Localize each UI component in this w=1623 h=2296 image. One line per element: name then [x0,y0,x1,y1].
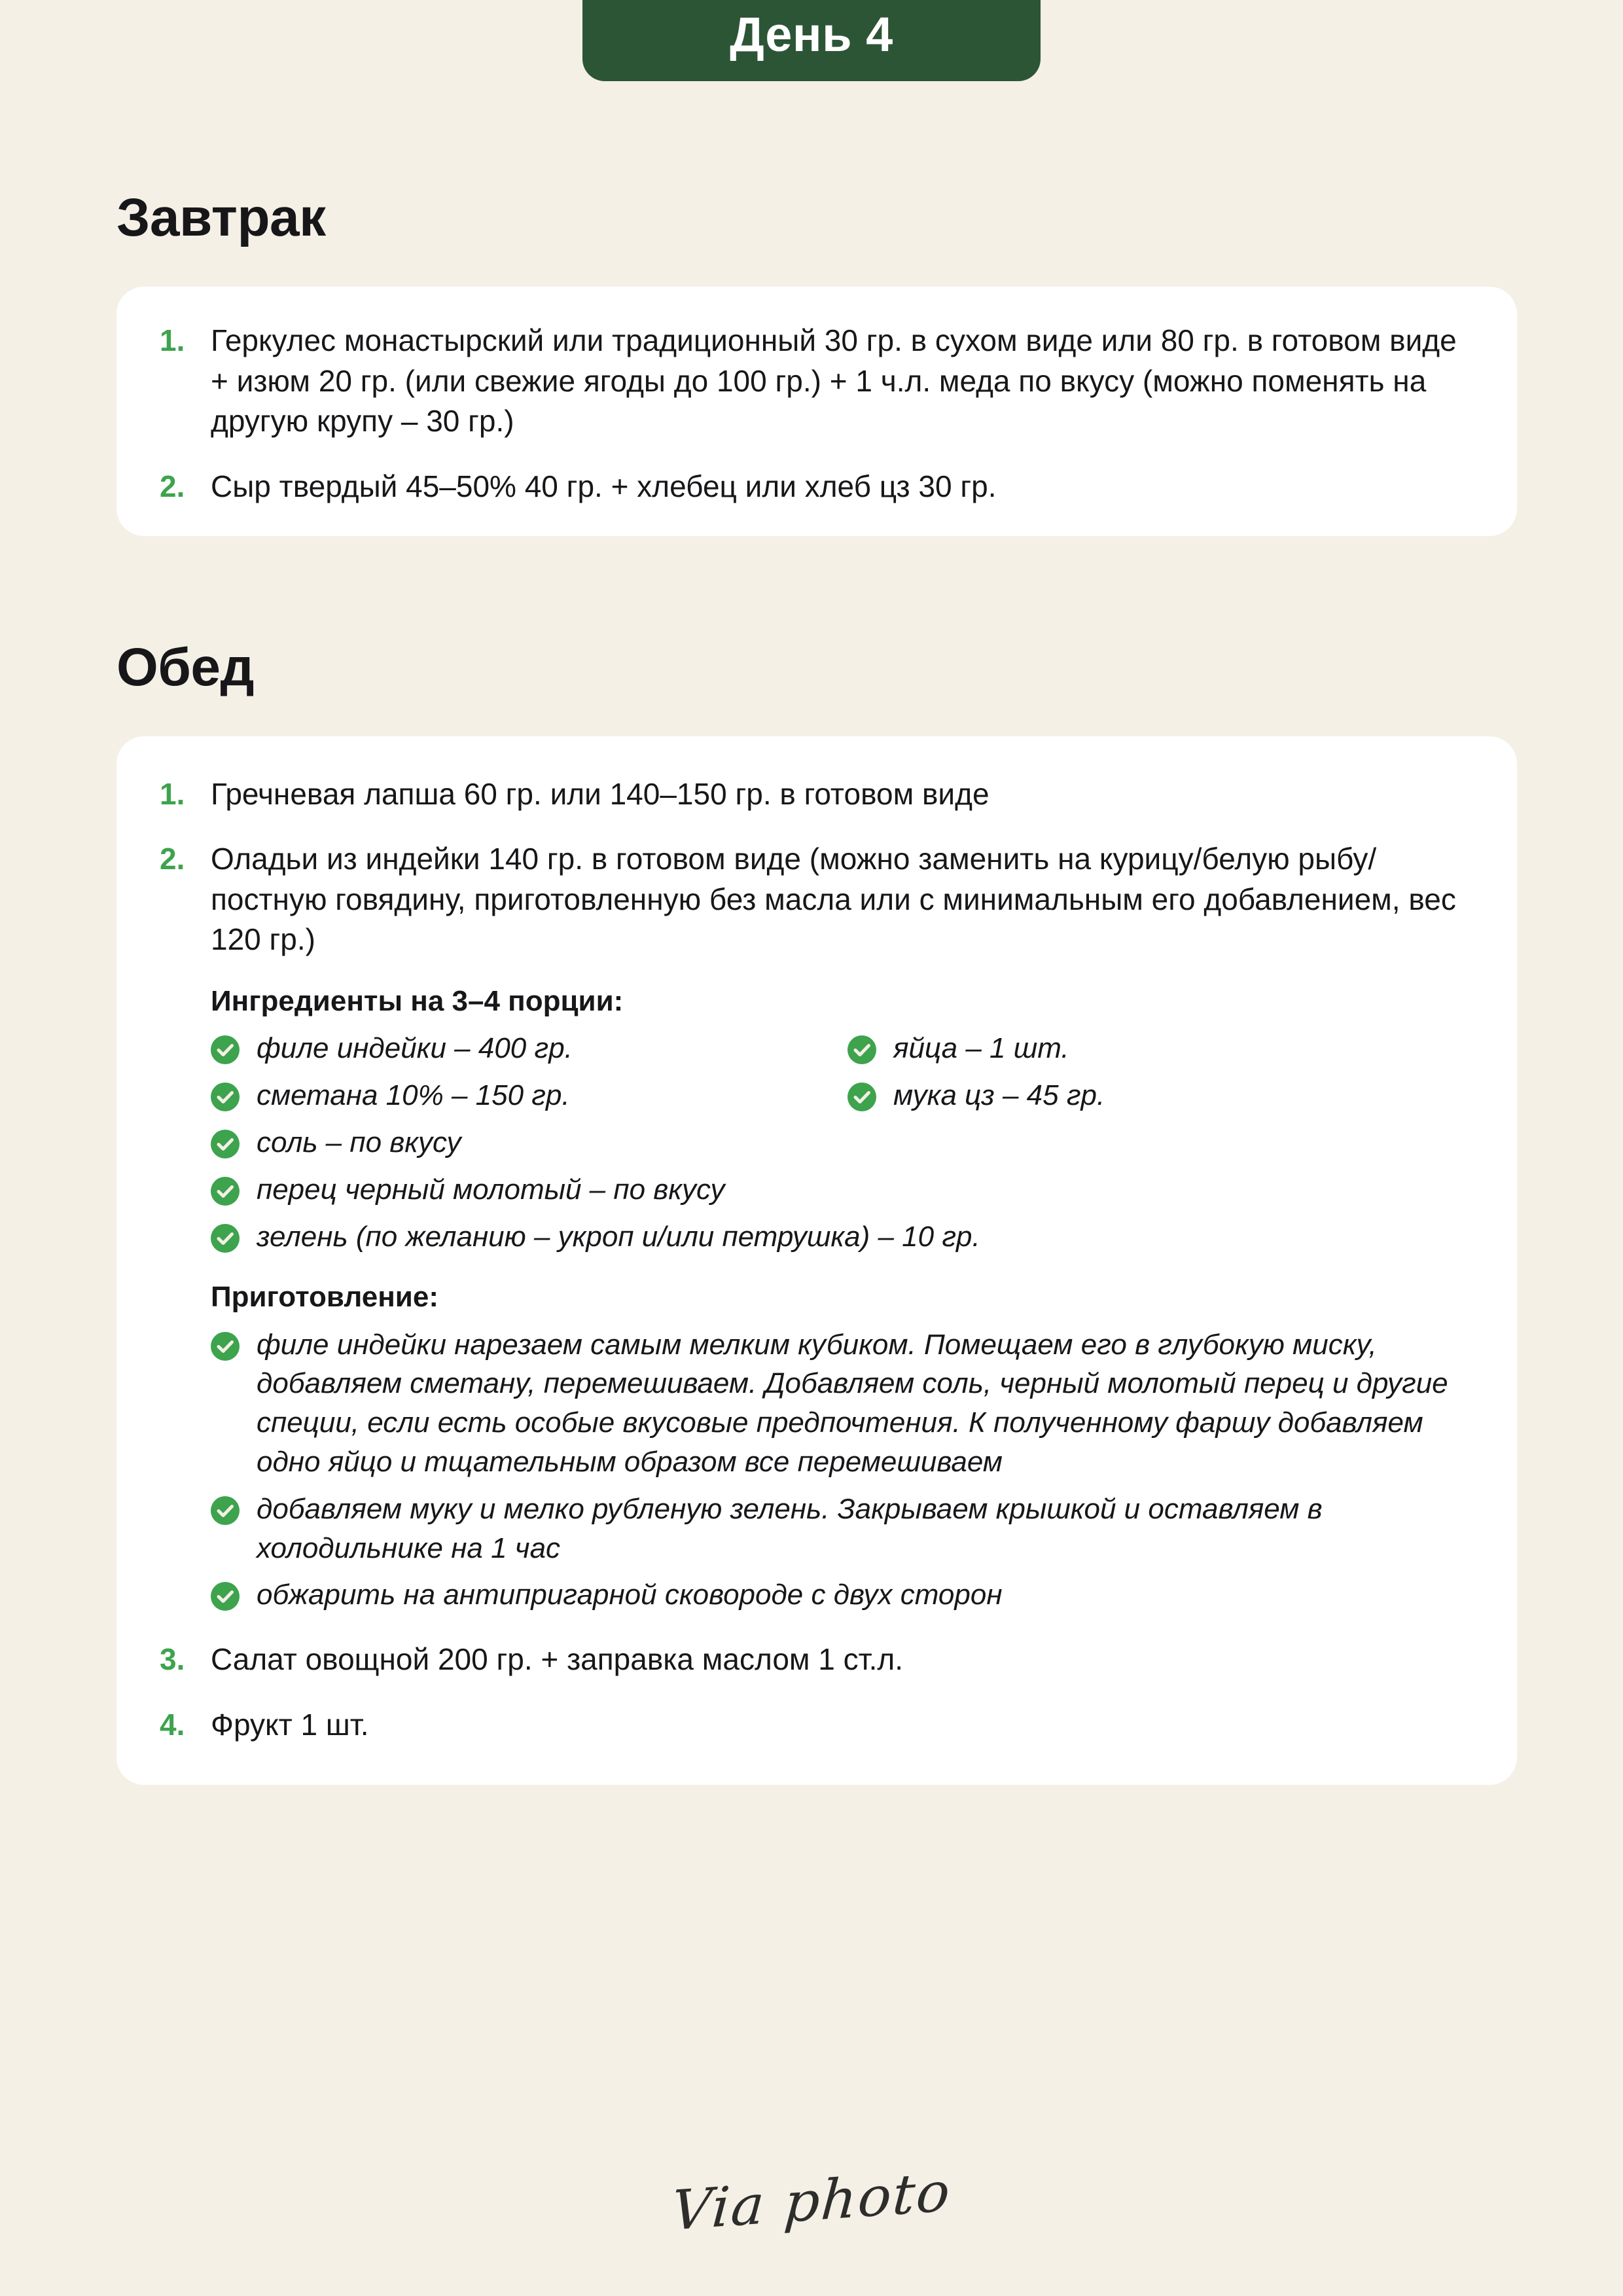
check-circle-icon [211,1130,240,1158]
list-item-number: 3. [160,1642,185,1677]
list-item-body [211,839,1478,1615]
preparation-step-text: филе индейки нарезаем самым мелким кубиком. Помещаем его в глубокую миску, добавляем сметану, перемешиваем. Добавляем соль, черный молотый перец и другие специи, если есть особые вкусовые предпочтения. К полученному фаршу добавляем одно яйцо и тщательным образом все перемешиваем [257,1328,1448,1478]
preparation-heading: Приготовление: [211,1281,438,1314]
list-item-number: 1. [160,776,185,811]
day-badge-container [0,0,1623,81]
list-item-number: 2. [160,842,185,876]
ingredient-row [211,1076,841,1115]
footer [0,2159,1623,2243]
check-circle-icon [211,1496,240,1525]
preparation-step [211,1490,1478,1568]
ingredient-label: соль – по вкусу [257,1126,461,1158]
section-title-breakfast: Завтрак [116,188,326,247]
preparation-step [211,1575,1478,1615]
ingredient-label: сметана 10% – 150 гр. [257,1079,570,1112]
list-item-number: 4. [160,1707,185,1742]
list-item-text: Гречневая лапша 60 гр. или 140–150 гр. в готовом виде [211,776,990,811]
ingredient-label: филе индейки – 400 гр. [257,1032,573,1065]
list-item [151,321,1478,442]
list-item-text: Сыр твердый 45–50% 40 гр. + хлебец или хлеб цз 30 гр. [211,469,997,503]
list-item-text: Геркулес монастырский или традиционный 30 гр. в сухом виде или 80 гр. в готовом виде + изюм 20 гр. (или свежие ягоды до 100 гр.) + 1 ч.л. меда по вкусу (можно поменять на другую крупу – 30 гр.) [211,323,1457,439]
check-circle-icon [211,1083,240,1111]
list-item-body [211,467,1478,507]
list-item [151,839,1478,1615]
list-item [151,1705,1478,1746]
check-circle-icon [211,1224,240,1253]
lunch-card [116,736,1517,1785]
preparation-step [211,1325,1478,1482]
ingredient-row [847,1029,1478,1068]
ingredients-block [211,982,1478,1256]
preparation-list [211,1325,1478,1615]
list-item-number: 1. [160,323,185,357]
list-item-body [211,1705,1478,1746]
list-item-body [211,321,1478,442]
list-item-number: 2. [160,469,185,503]
list-item [151,467,1478,507]
list-item [151,1640,1478,1680]
preparation-block [211,1278,1478,1615]
ingredients-heading: Ингредиенты на 3–4 порции: [211,985,624,1017]
ingredient-row [211,1170,1478,1210]
day-badge: День 4 [582,0,1041,81]
check-circle-icon [211,1332,240,1361]
ingredient-label: яйца – 1 шт. [893,1032,1069,1065]
breakfast-card [116,287,1517,536]
ingredient-row [211,1029,841,1068]
list-item-body [211,774,1478,815]
list-item-text: Фрукт 1 шт. [211,1707,369,1742]
ingredient-row [211,1123,1478,1162]
ingredient-label: мука цз – 45 гр. [893,1079,1105,1112]
ingredient-label: зелень (по желанию – укроп и/или петрушка) – 10 гр. [257,1220,980,1253]
check-circle-icon [211,1035,240,1064]
check-circle-icon [211,1582,240,1611]
list-item [151,774,1478,815]
list-item-text: Салат овощной 200 гр. + заправка маслом 1 ст.л. [211,1642,904,1677]
ingredient-row [847,1076,1478,1115]
preparation-step-text: обжарить на антипригарной сковороде с двух сторон [257,1579,1003,1611]
list-item-body [211,1640,1478,1680]
watermark-signature: Via photo [669,2159,954,2243]
check-circle-icon [847,1083,876,1111]
ingredients-grid [211,1029,1478,1256]
check-circle-icon [211,1177,240,1206]
section-title-lunch: Обед [116,637,255,697]
ingredient-label: перец черный молотый – по вкусу [257,1173,725,1206]
check-circle-icon [847,1035,876,1064]
ingredient-row [211,1217,1478,1257]
list-item-text: Оладьи из индейки 140 гр. в готовом виде (можно заменить на курицу/белую рыбу/постную говядину, приготовленную без масла или с минимальным его добавлением, вес 120 гр.) [211,842,1456,957]
preparation-step-text: добавляем муку и мелко рубленую зелень. Закрываем крышкой и оставляем в холодильнике на 1 час [257,1492,1323,1564]
